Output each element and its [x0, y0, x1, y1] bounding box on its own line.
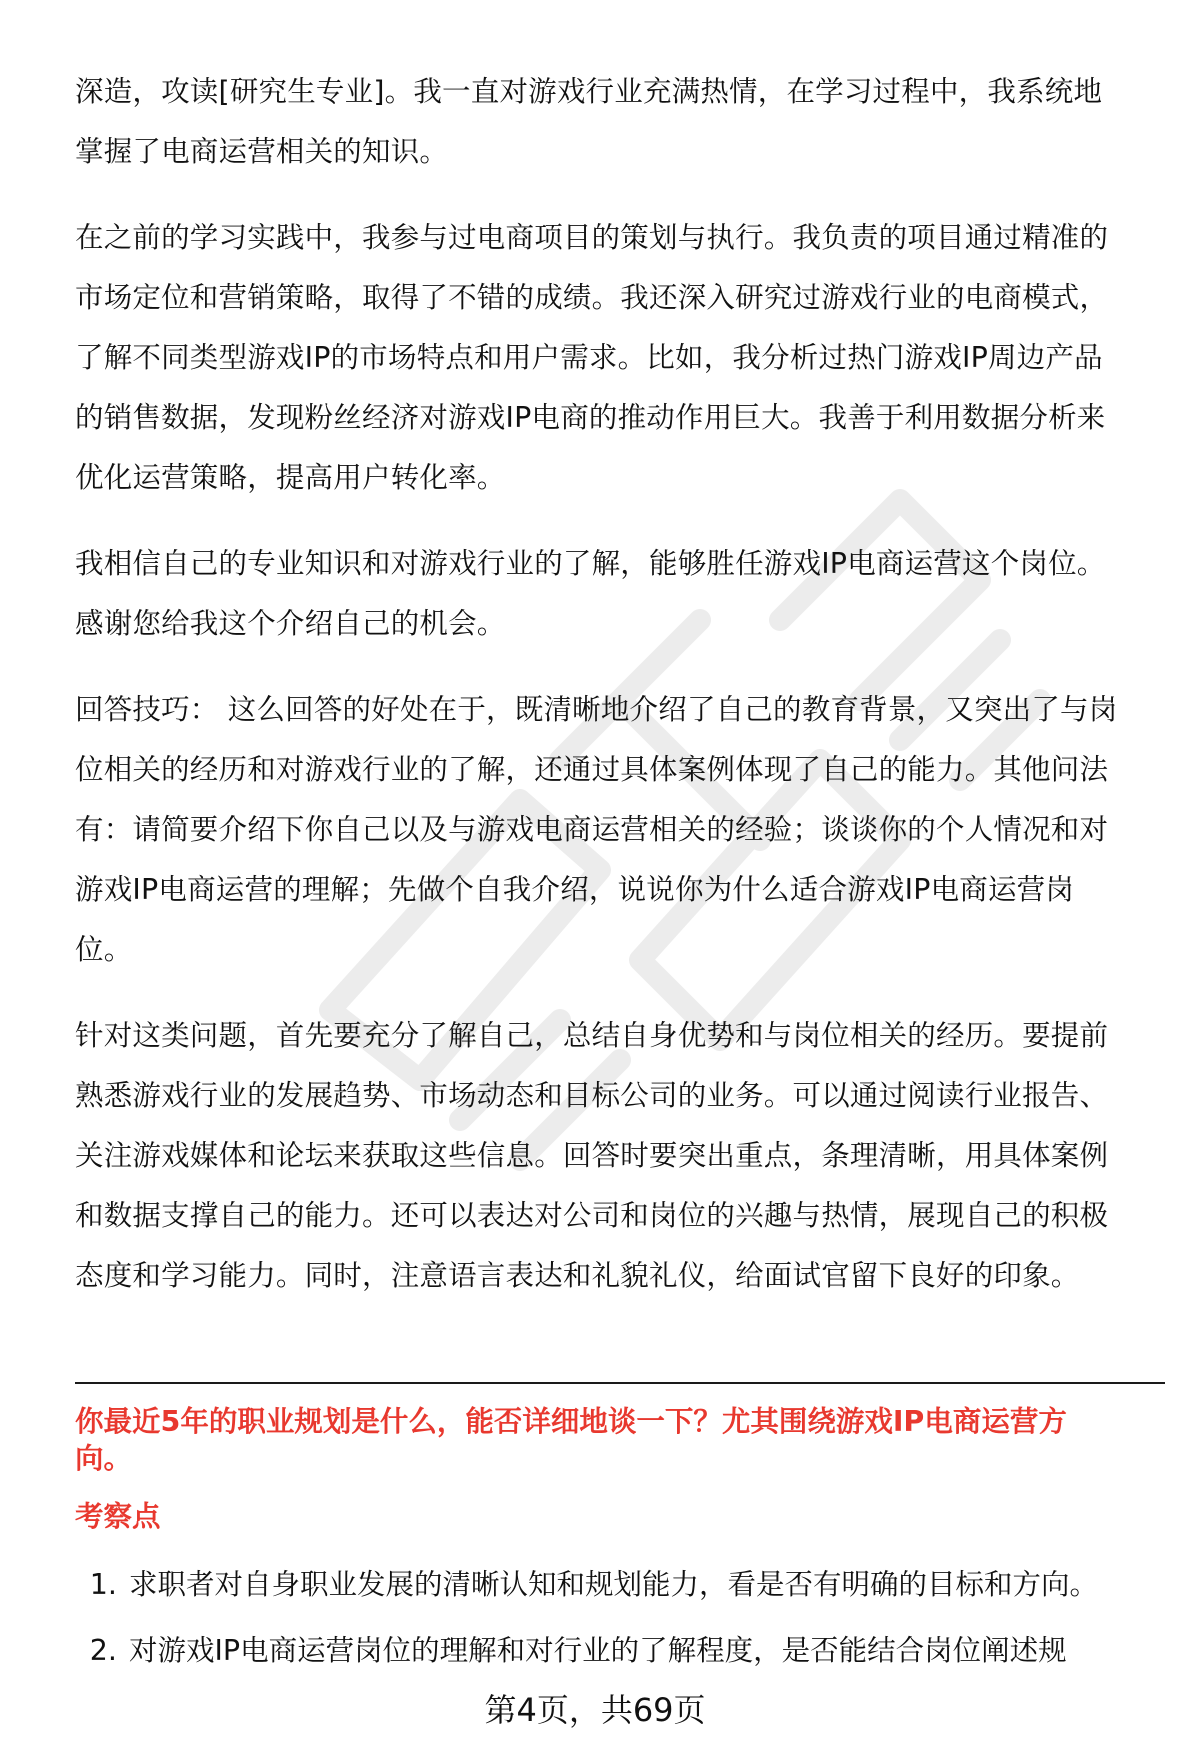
page-footer: 第4页，共69页 [484, 1691, 706, 1729]
text-line: 在之前的学习实践中，我参与过电商项目的策划与执行。我负责的项目通过精准的 [75, 221, 1109, 254]
text-line: 的销售数据，发现粉丝经济对游戏IP电商的推动作用巨大。我善于利用数据分析来 [75, 401, 1106, 434]
text-line: 我相信自己的专业知识和对游戏行业的了解，能够胜任游戏IP电商运营这个岗位。 [75, 547, 1106, 580]
text-line: 和数据支撑自己的能力。还可以表达对公司和岗位的兴趣与热情，展现自己的积极 [75, 1199, 1109, 1232]
text-line: 掌握了电商运营相关的知识。 [75, 135, 449, 168]
list-text: 对游戏IP电商运营岗位的理解和对行业的了解程度，是否能结合岗位阐述规 [129, 1634, 1067, 1667]
interview-question [75, 1403, 1165, 1477]
text-line: 针对这类问题，首先要充分了解自己，总结自身优势和与岗位相关的经历。要提前 [75, 1019, 1109, 1052]
text-line: 感谢您给我这个介绍自己的机会。 [75, 607, 506, 640]
text-line: 熟悉游戏行业的发展趋势、市场动态和目标公司的业务。可以通过阅读行业报告、 [75, 1079, 1109, 1112]
text-line: 游戏IP电商运营的理解；先做个自我介绍，说说你为什么适合游戏IP电商运营岗 [75, 873, 1075, 906]
answer-body [75, 62, 1175, 1306]
list-item [75, 1565, 1175, 1605]
text-line: 关注游戏媒体和论坛来获取这些信息。回答时要突出重点，条理清晰，用具体案例 [75, 1139, 1109, 1172]
text-line: 态度和学习能力。同时，注意语言表达和礼貌礼仪，给面试官留下良好的印象。 [75, 1259, 1080, 1292]
assessment-points-list [75, 1565, 1175, 1697]
section-divider [75, 1382, 1165, 1384]
paragraph-advice [75, 1006, 1175, 1306]
text-line: 有：请简要介绍下你自己以及与游戏电商运营相关的经验；谈谈你的个人情况和对 [75, 813, 1109, 846]
text-line: 优化运营策略，提高用户转化率。 [75, 461, 506, 494]
text-line: 深造，攻读[研究生专业]。我一直对游戏行业充满热情，在学习过程中，我系统地 [75, 75, 1103, 108]
question-line: 你最近5年的职业规划是什么，能否详细地谈一下？尤其围绕游戏IP电商运营方 [75, 1405, 1067, 1438]
paragraph-education [75, 62, 1175, 182]
list-number: 1. [89, 1568, 117, 1601]
list-number: 2. [89, 1634, 117, 1667]
text-line: 位。 [75, 933, 133, 966]
paragraph-experience [75, 208, 1175, 508]
text-line: 市场定位和营销策略，取得了不错的成绩。我还深入研究过游戏行业的电商模式， [75, 281, 1109, 314]
question-line: 向。 [75, 1442, 133, 1475]
paragraph-answer-tips [75, 680, 1175, 980]
list-item [75, 1631, 1175, 1671]
paragraph-closing [75, 534, 1175, 654]
text-line: 位相关的经历和对游戏行业的了解，还通过具体案例体现了自己的能力。其他问法 [75, 753, 1109, 786]
list-text: 求职者对自身职业发展的清晰认知和规划能力，看是否有明确的目标和方向。 [129, 1568, 1099, 1601]
text-line: 回答技巧： 这么回答的好处在于，既清晰地介绍了自己的教育背景，又突出了与岗 [75, 693, 1118, 726]
text-line: 了解不同类型游戏IP的市场特点和用户需求。比如，我分析过热门游戏IP周边产品 [75, 341, 1103, 374]
assessment-points-heading: 考察点 [75, 1500, 161, 1533]
